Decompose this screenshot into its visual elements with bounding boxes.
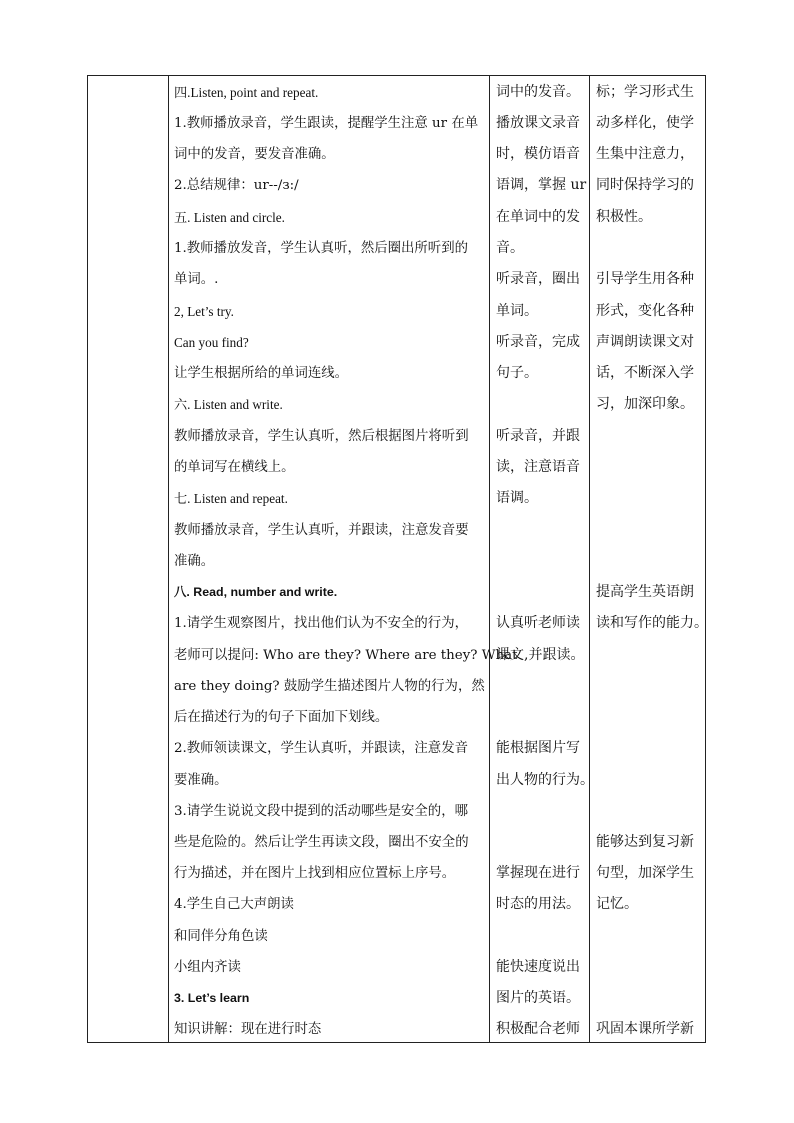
intent-line: 话，不断深入学 bbox=[596, 365, 694, 381]
intent-line: 能够达到复习新 bbox=[596, 834, 694, 850]
intent-line: 动多样化，使学 bbox=[596, 115, 694, 131]
activity-line: are they doing? 鼓励学生描述图片人物的行为，然 bbox=[174, 679, 485, 694]
activity-line: 行为描述，并在图片上找到相应位置标上序号。 bbox=[174, 866, 456, 881]
student-line: 出人物的行为。 bbox=[496, 772, 594, 788]
student-line: 能快速度说出 bbox=[496, 959, 580, 975]
student-line: 在单词中的发 bbox=[496, 209, 580, 225]
activity-line: 准确。 bbox=[174, 554, 215, 569]
activity-line: 3.请学生说说文段中提到的活动哪些是安全的，哪 bbox=[174, 804, 468, 819]
intent-line: 生集中注意力， bbox=[596, 146, 694, 162]
activity-line: 的单词写在横线上。 bbox=[174, 460, 295, 475]
student-line: 听录音，圈出 bbox=[496, 271, 580, 287]
intent-line: 形式，变化各种 bbox=[596, 303, 694, 319]
intent-line: 声调朗读课文对 bbox=[596, 334, 694, 350]
activity-line: Can you find? bbox=[174, 335, 249, 350]
student-line: 句子。 bbox=[496, 365, 538, 381]
student-line: 课文,并跟读。 bbox=[496, 647, 585, 663]
activity-line: 词中的发音，要发音准确。 bbox=[174, 147, 335, 162]
lesson-plan-table bbox=[87, 75, 706, 1043]
intent-line: 引导学生用各种 bbox=[596, 271, 694, 287]
activity-line: 五. Listen and circle. bbox=[174, 210, 285, 225]
student-line: 读，注意语音 bbox=[496, 459, 580, 475]
student-line: 播放课文录音 bbox=[496, 115, 580, 131]
activity-line: 六. Listen and write. bbox=[174, 397, 283, 412]
intent-line: 习，加深印象。 bbox=[596, 396, 694, 412]
activity-line: 1.请学生观察图片，找出他们认为不安全的行为， bbox=[174, 616, 468, 631]
student-line: 图片的英语。 bbox=[496, 990, 580, 1006]
activity-line: 2.总结规律：ur--/з:/ bbox=[174, 178, 299, 193]
activity-line: 4.学生自己大声朗读 bbox=[174, 897, 294, 912]
student-line: 积极配合老师 bbox=[496, 1021, 580, 1037]
column-divider-1 bbox=[168, 76, 169, 1042]
intent-line: 句型，加深学生 bbox=[596, 865, 694, 881]
activity-line: 小组内齐读 bbox=[174, 960, 241, 975]
student-line: 掌握现在进行 bbox=[496, 865, 580, 881]
column-divider-2 bbox=[489, 76, 490, 1042]
student-line: 能根据图片写 bbox=[496, 740, 580, 756]
activity-line: 知识讲解：现在进行时态 bbox=[174, 1022, 322, 1037]
activity-line: 七. Listen and repeat. bbox=[174, 491, 288, 506]
activity-line: 教师播放录音，学生认真听，然后根据图片将听到 bbox=[174, 429, 469, 444]
activity-line: 教师播放录音，学生认真听，并跟读，注意发音要 bbox=[174, 523, 469, 538]
activity-line: 2, Let’s try. bbox=[174, 304, 234, 319]
student-line: 时态的用法。 bbox=[496, 896, 580, 912]
activity-line: 和同伴分角色读 bbox=[174, 929, 268, 944]
student-line: 听录音，并跟 bbox=[496, 428, 580, 444]
activity-line: 要准确。 bbox=[174, 773, 228, 788]
student-line: 时，模仿语音 bbox=[496, 146, 580, 162]
intent-line: 巩固本课所学新 bbox=[596, 1021, 694, 1037]
intent-line: 积极性。 bbox=[596, 209, 652, 225]
activity-line: 2.教师领读课文，学生认真听，并跟读，注意发音 bbox=[174, 741, 468, 756]
column-divider-3 bbox=[589, 76, 590, 1042]
activity-line: 让学生根据所给的单词连线。 bbox=[174, 366, 349, 381]
blank-column bbox=[88, 76, 168, 1042]
activity-line: 老师可以提问: Who are they? Where are they? What bbox=[174, 648, 518, 663]
activity-line: 八. Read, number and write. bbox=[174, 585, 338, 599]
student-line: 词中的发音。 bbox=[496, 84, 580, 100]
activity-line: 1.教师播放发音，学生认真听，然后圈出所听到的 bbox=[174, 241, 468, 256]
student-line: 语调。 bbox=[496, 490, 538, 506]
student-line: 认真听老师读 bbox=[496, 615, 580, 631]
student-activities-column bbox=[496, 76, 594, 1042]
intent-line: 记忆。 bbox=[596, 896, 638, 912]
student-line: 单词。 bbox=[496, 303, 538, 319]
student-line: 听录音，完成 bbox=[496, 334, 580, 350]
activity-line: 后在描述行为的句子下面加下划线。 bbox=[174, 710, 389, 725]
intent-line: 提高学生英语朗 bbox=[596, 584, 694, 600]
intent-line: 读和写作的能力。 bbox=[596, 615, 708, 631]
intent-line: 同时保持学习的 bbox=[596, 177, 694, 193]
activity-line: 3. Let’s learn bbox=[174, 991, 250, 1005]
design-intent-column bbox=[596, 76, 706, 1042]
activity-line: 些是危险的。然后让学生再读文段，圈出不安全的 bbox=[174, 835, 469, 850]
intent-line: 标；学习形式生 bbox=[596, 84, 694, 100]
activity-line: 四.Listen, point and repeat. bbox=[174, 85, 319, 100]
student-line: 音。 bbox=[496, 240, 524, 256]
student-line: 语调，掌握 ur bbox=[496, 177, 587, 193]
activity-line: 单词。. bbox=[174, 272, 219, 287]
activity-line: 1.教师播放录音，学生跟读，提醒学生注意 ur 在单 bbox=[174, 116, 479, 131]
